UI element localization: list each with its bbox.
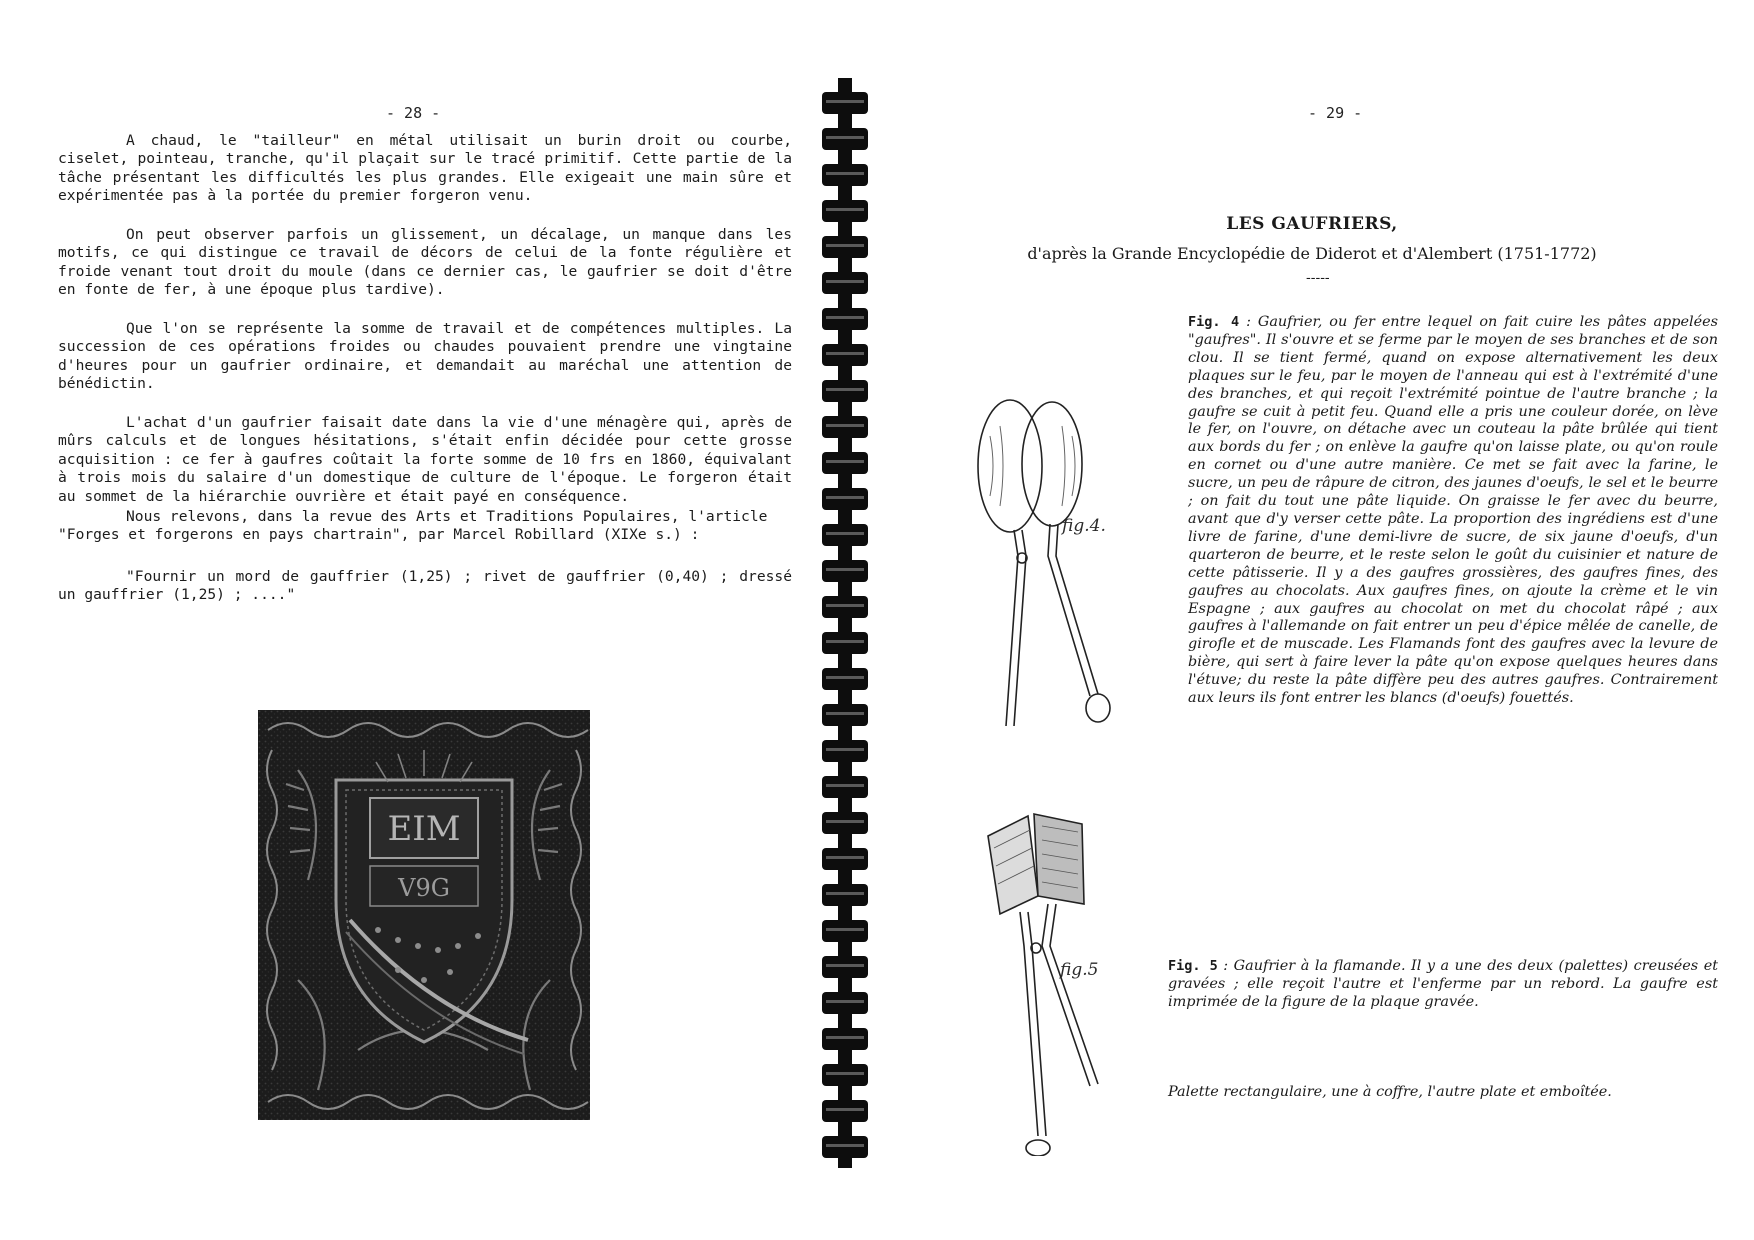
binding-coil-highlight xyxy=(826,208,864,211)
section-title: LES GAUFRIERS, xyxy=(1226,214,1398,234)
binding-coil-highlight xyxy=(826,928,864,931)
binding-coil-highlight xyxy=(826,496,864,499)
fig4-label: Fig. 4 xyxy=(1188,314,1240,330)
palette-note: Palette rectangulaire, une à coffre, l'autre plate et emboîtée. xyxy=(1168,1084,1612,1100)
binding-coils xyxy=(820,78,870,1168)
paragraph-revue xyxy=(58,508,792,545)
fig5-label: Fig. 5 xyxy=(1168,958,1218,974)
binding-coil-highlight xyxy=(826,820,864,823)
binding-coil-highlight xyxy=(826,640,864,643)
paragraph-text: Nous relevons, dans la revue des Arts et Traditions Populaires, l'article "Forges et forgerons en pays chartrain", par Marcel Robillard (XIXe s.) : xyxy=(58,508,768,544)
fig4-caption xyxy=(1188,314,1718,708)
binding-coil-highlight xyxy=(826,604,864,607)
binding-coil-highlight xyxy=(826,244,864,247)
svg-text:EIM: EIM xyxy=(387,809,461,849)
binding-coil-highlight xyxy=(826,1108,864,1111)
fig5-tag: fig.5 xyxy=(1060,960,1099,980)
binding-coil-highlight xyxy=(826,1144,864,1147)
binding-coil-highlight xyxy=(826,568,864,571)
binding-coil-highlight xyxy=(826,676,864,679)
title-rule: ----- xyxy=(1306,270,1330,286)
binding-coil-highlight xyxy=(826,1036,864,1039)
paragraph-glissement xyxy=(58,226,792,300)
binding-coil-highlight xyxy=(826,280,864,283)
quote-text: "Fournir un mord de gauffrier (1,25) ; rivet de gauffrier (0,40) ; dressé un gauffrier (1,25) ; ...." xyxy=(58,568,792,604)
section-subtitle: d'après la Grande Encyclopédie de Diderot et d'Alembert (1751-1772) xyxy=(1027,244,1597,263)
binding-coil-highlight xyxy=(826,712,864,715)
page-number-left: - 28 - xyxy=(386,104,441,122)
binding-coil-highlight xyxy=(826,460,864,463)
engraved-plate-image xyxy=(258,710,590,1120)
binding-coil-highlight xyxy=(826,1000,864,1003)
binding-coil-highlight xyxy=(826,172,864,175)
left-page xyxy=(0,0,820,1240)
binding-coil-highlight xyxy=(826,964,864,967)
page-number-right: - 29 - xyxy=(1308,104,1363,122)
paragraph-text: L'achat d'un gaufrier faisait date dans la vie d'une ménagère qui, après de mûrs calculs et de longues hésitations, s'était enfin décidée pour cette grosse acquisition : ce fer à gaufres coûtait la forte somme de 10 frs en 1860, équivalant à trois mois du salaire d'un domestique de culture de l'époque. Le forgeron était au sommet de la hiérarchie ouvrière et était payé en conséquence. xyxy=(58,414,792,505)
binding-coil-highlight xyxy=(826,892,864,895)
binding-coil-highlight xyxy=(826,532,864,535)
paragraph-chaud xyxy=(58,132,792,206)
fig4-tag: fig.4. xyxy=(1062,516,1106,536)
binding-coil-highlight xyxy=(826,784,864,787)
right-page xyxy=(870,0,1754,1240)
svg-text:V9G: V9G xyxy=(398,874,450,902)
binding-coil-highlight xyxy=(826,1072,864,1075)
quote-robillard xyxy=(58,568,792,605)
paragraph-text: Que l'on se représente la somme de travail et de compétences multiples. La succession de ces opérations froides ou chaudes pouvaient prendre une vingtaine d'heures pour un gaufrier ordinaire, et demandait au maréchal une attention de bénédictin. xyxy=(58,320,792,393)
waffle-plate-photo xyxy=(258,710,590,1120)
paragraph-somme-travail xyxy=(58,320,792,394)
fig4-text: : Gaufrier, ou fer entre lequel on fait cuire les pâtes appelées "gaufres". Il s'ouvre et se ferme par le moyen de ses branches et de son clou. Il se tient fermé, quand on expose alternativement les deux plaques sur le feu, par le moyen de l'anneau qui est à l'extrémité d'une des branches, et qui reçoit l'extrémité pointue de l'autre branche ; la gaufre se cuit à petit feu. Quand elle a pris une couleur dorée, on lève le fer, on l'ouvre, on détache avec un couteau la pâte brûlée qui tient aux bords du fer ; on enlève la gaufre qu'on laisse plate, ou qu'on roule en cornet ou d'une autre manière. Ce met se fait avec la farine, le sucre, un peu de râpure de citron, des jaunes d'oeufs, le sel et le beurre ; on fait du tout une pâte liquide. On graisse le fer avec du beurre, avant que d'y verser cette pâte. La proportion des ingrédiens est d'une livre de farine, d'une demi-livre de sucre, de six jaune d'oeufs, d'un quarteron de beurre, et le reste selon le goût du cuisinier et nature de cette pâtisserie. Il y a des gaufres grossières, des gaufres fines, des gaufres au chocolats. Aux gaufres fines, on ajoute la crème et le vin Espagne ; aux gaufres au chocolat on met du chocolat râpé ; aux gaufres à l'allemande on fait entrer un peu d'épice mêlée de canelle, de girofle et de muscade. Les Flamands font des gaufres avec la levure de bière, qui sert à faire lever la pâte qu'on expose quelques heures dans l'étuve; du reste la pâte diffère peu des autres gaufres. Contrairement aux leurs ils font entrer les blancs (d'oeufs) fouettés. xyxy=(1188,314,1719,707)
binding-coil-highlight xyxy=(826,748,864,751)
binding-coil-highlight xyxy=(826,352,864,355)
binding-coil-highlight xyxy=(826,388,864,391)
binding-coil-highlight xyxy=(826,100,864,103)
fig5-caption xyxy=(1168,958,1718,1012)
binding-coil-highlight xyxy=(826,136,864,139)
binding-coil-highlight xyxy=(826,424,864,427)
binding-coil-highlight xyxy=(826,316,864,319)
binding-coil-highlight xyxy=(826,856,864,859)
waffle-iron-flemish-engraving xyxy=(978,796,1128,1156)
paragraph-achat xyxy=(58,414,792,506)
fig5-text: : Gaufrier à la flamande. Il y a une des deux (palettes) creusées et gravées ; elle reçoit l'autre et l'enferme par un rebord. La gaufre est imprimée de la figure de la plaque gravée. xyxy=(1168,958,1718,1010)
paragraph-text: On peut observer parfois un glissement, un décalage, un manque dans les motifs, ce qui distingue ce travail de décors de celui de la fonte régulière et froide venant tout droit du moule (dans ce dernier cas, le gaufrier se doit d'être en fonte de fer, à une époque plus tardive). xyxy=(58,226,792,299)
paragraph-text: A chaud, le "tailleur" en métal utilisait un burin droit ou courbe, ciselet, pointeau, tranche, qu'il plaçait sur le tracé primitif. Cette partie de la tâche présentant les difficultés les plus grandes. Elle exigeait une main sûre et expérimentée pas à la portée du premier forgeron venu. xyxy=(58,132,792,205)
waffle-iron-round-engraving xyxy=(970,396,1120,746)
spiral-binding xyxy=(820,78,870,1168)
